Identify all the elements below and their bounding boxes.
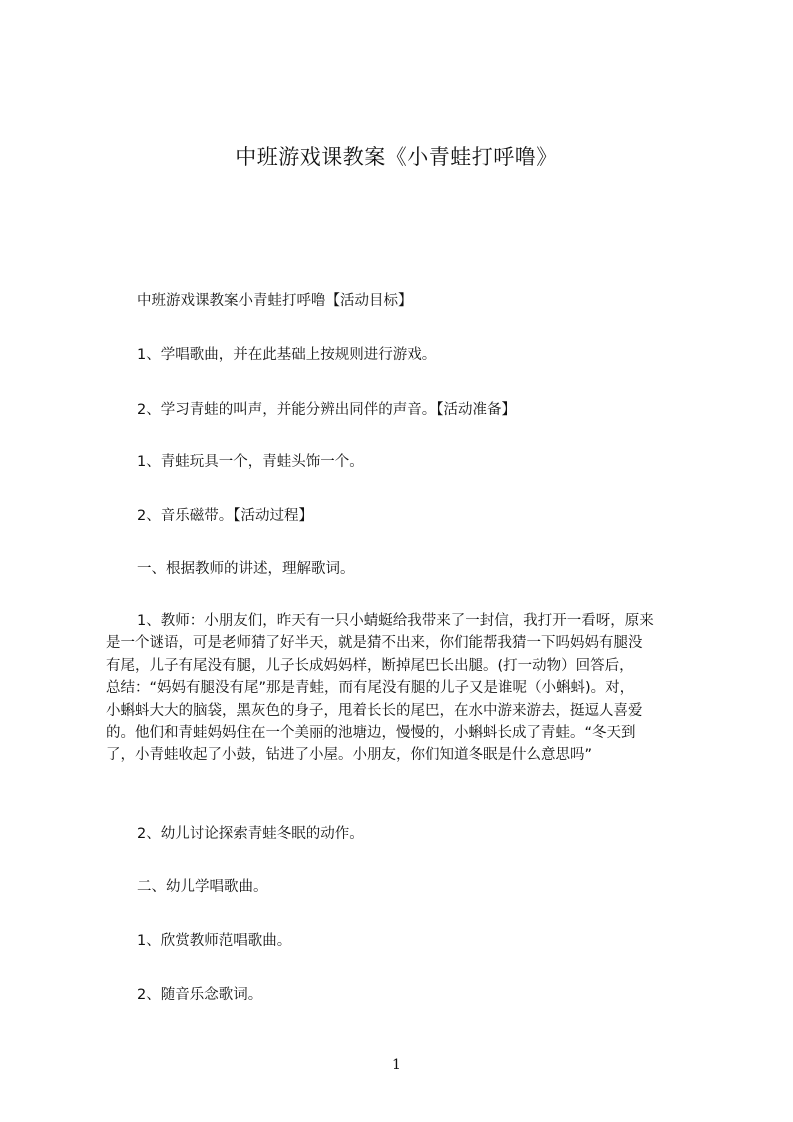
story-paragraph xyxy=(106,610,718,767)
paragraph-goal-2: 2、学习青蛙的叫声，并能分辨出同伴的声音。【活动准备】 xyxy=(137,402,516,418)
paragraph-prep-2: 2、音乐磁带。【活动过程】 xyxy=(137,508,313,524)
story-line: 有尾，儿子有尾没有腿，儿子长成妈妈样，断掉尾巴长出腿。(打一动物）回答后， xyxy=(106,657,634,674)
story-line: 的。他们和青蛙妈妈住在一个美丽的池塘边，慢慢的，小蝌蚪长成了青蛙。“冬天到 xyxy=(106,725,636,742)
document-title: 中班游戏课教案《小青蛙打呼噜》 xyxy=(235,145,558,169)
paragraph-appreciate: 1、欣赏教师范唱歌曲。 xyxy=(137,933,292,949)
paragraph-recite: 2、随音乐念歌词。 xyxy=(137,987,263,1003)
paragraph-discussion: 2、幼儿讨论探索青蛙冬眠的动作。 xyxy=(137,826,364,842)
paragraph-goal-1: 1、学唱歌曲，并在此基础上按规则进行游戏。 xyxy=(137,347,437,363)
story-line: 小蝌蚪大大的脑袋，黑灰色的身子，甩着长长的尾巴，在水中游来游去，挺逗人喜爱 xyxy=(106,702,643,719)
story-line: 总结：“妈妈有腿没有尾”那是青蛙，而有尾没有腿的儿子又是谁呢（小蝌蚪)。对， xyxy=(106,680,635,697)
story-line: 了，小青蛙收起了小鼓，钻进了小屋。小朋友，你们知道冬眠是什么意思吗” xyxy=(106,747,593,764)
page-number: 1 xyxy=(392,1057,401,1073)
story-line: 1、教师：小朋友们，昨天有一只小蜻蜓给我带来了一封信，我打开一看呀，原来 xyxy=(137,613,654,629)
paragraph-activity-goal: 中班游戏课教案小青蛙打呼噜【活动目标】 xyxy=(137,293,413,309)
story-line: 是一个谜语，可是老师猜了好半天，就是猜不出来，你们能帮我猜一下吗妈妈有腿没 xyxy=(106,635,643,652)
paragraph-process-1: 一、根据教师的讲述，理解歌词。 xyxy=(137,561,355,577)
paragraph-prep-1: 1、青蛙玩具一个，青蛙头饰一个。 xyxy=(137,454,364,470)
paragraph-process-2: 二、幼儿学唱歌曲。 xyxy=(137,879,268,895)
